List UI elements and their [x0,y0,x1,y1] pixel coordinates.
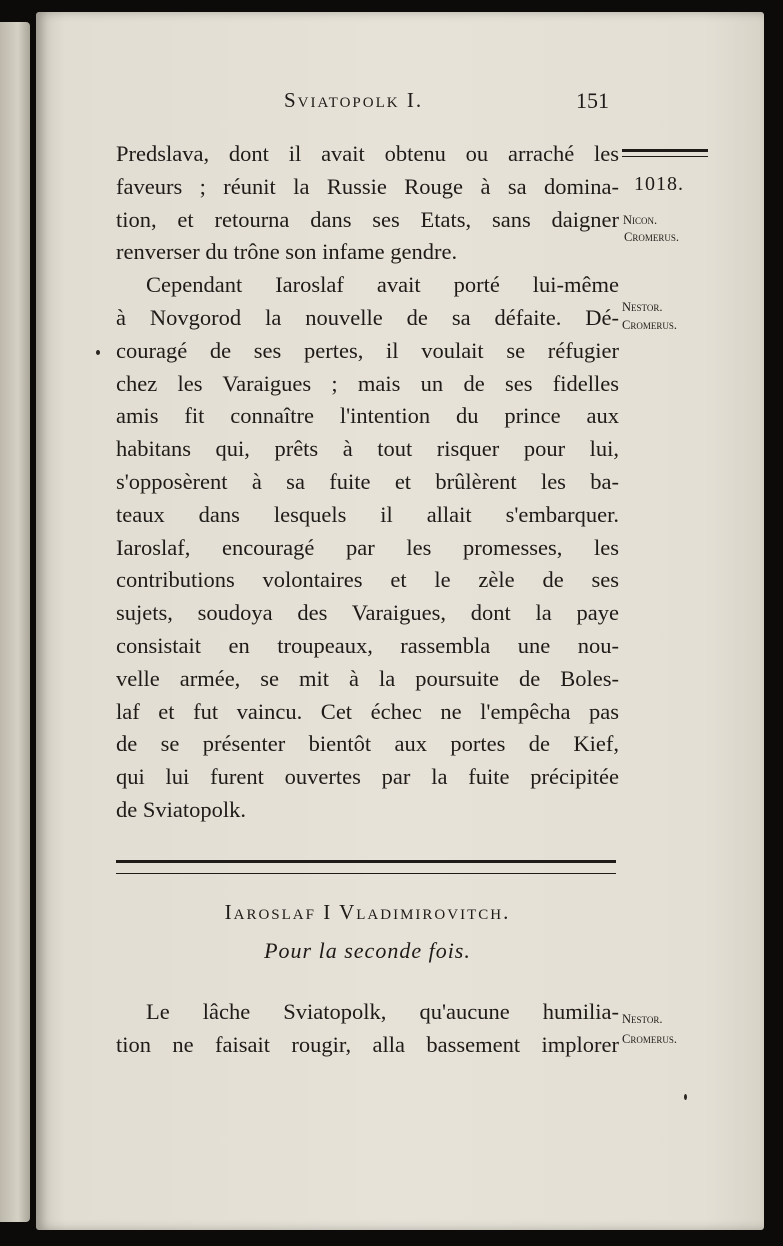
text-line: tion ne faisait rougir, alla bassement implorer [116,1031,619,1057]
text-line: consistait en troupeaux, rassembla une nou- [116,632,619,658]
margin-note-cromerus: Cromerus. [624,230,679,244]
margin-year: 1018. [634,173,684,195]
text-line: contributions volontaires et le zèle de ses [116,567,619,593]
margin-note-cromerus: Cromerus. [622,318,677,332]
page-number: 151 [576,88,609,113]
text-line: habitans qui, prêts à tout risquer pour lui, [116,436,619,462]
running-title: Sviatopolk I. [284,88,424,112]
margin-note-nestor: Nestor. [622,300,663,314]
text-line: de se présenter bientôt aux portes de Kief, [116,731,619,757]
text-line: velle armée, se mit à la poursuite de Boles- [116,665,619,691]
section-heading: Iaroslaf I Vladimirovitch. [224,900,511,924]
text-line: qui lui furent ouvertes par la fuite précipitée [116,764,619,790]
text-line: chez les Varaigues ; mais un de ses fidelles [116,370,619,396]
section-subheading: Pour la seconde fois. [264,938,471,963]
text-line: s'opposèrent à sa fuite et brûlèrent les ba- [116,468,619,494]
text-line: faveurs ; réunit la Russie Rouge à sa domina- [116,173,619,199]
text-line: amis fit connaître l'intention du prince aux [116,403,619,429]
text-line: laf et fut vaincu. Cet échec ne l'empêcha pas [116,698,619,724]
section-divider-rule [116,860,616,874]
text-line: sujets, soudoya des Varaigues, dont la paye [116,600,619,626]
text-line: Predslava, dont il avait obtenu ou arraché les [116,141,619,166]
text-line: couragé de ses pertes, il voulait se réfugier [116,337,619,363]
text-line: teaux dans lesquels il allait s'embarquer. [116,501,619,527]
text-line: de Sviatopolk. [116,796,246,822]
left-page-edge [0,22,30,1222]
margin-double-rule [622,149,708,157]
margin-note-nicon: Nicon. [623,213,658,227]
running-head [36,88,626,118]
ink-speck [96,350,100,355]
margin-note-nestor: Nestor. [622,1012,663,1026]
margin-note-cromerus: Cromerus. [622,1032,677,1046]
ink-speck [684,1094,687,1100]
text-line: tion, et retourna dans ses Etats, sans daigner [116,206,619,232]
text-line: Iaroslaf, encouragé par les promesses, les [116,534,619,560]
text-line: à Novgorod la nouvelle de sa défaite. Dé- [116,304,619,330]
text-line: renverser du trône son infame gendre. [116,239,458,265]
text-line: Cependant Iaroslaf avait porté lui-même [146,272,619,298]
text-line: Le lâche Sviatopolk, qu'aucune humilia- [146,999,619,1024]
main-text-block [116,138,619,827]
section-text-block [116,996,619,1062]
